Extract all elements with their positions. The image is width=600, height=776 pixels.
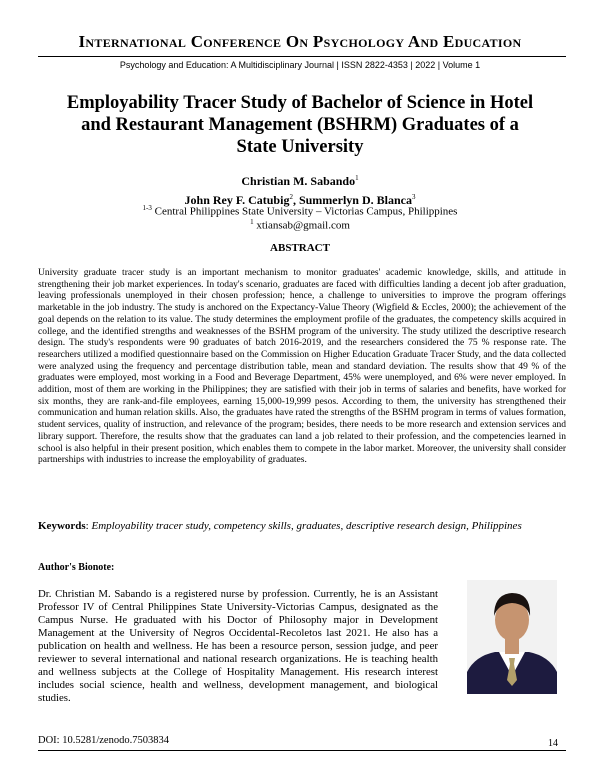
author-sup: 1 <box>355 174 359 182</box>
keywords-text: Employability tracer study, competency skills, graduates, descriptive research design, Philippines <box>91 520 522 532</box>
email-sup: 1 <box>250 218 254 226</box>
affiliation-sup: 1-3 <box>142 204 152 212</box>
keywords-label: Keywords <box>38 520 86 532</box>
affiliation-text: Central Philippines State University – Victorias Campus, Philippines <box>154 205 458 218</box>
author-name: Summerlyn D. Blanca <box>298 193 412 207</box>
conference-title: International Conference On Psychology And Education <box>78 32 522 51</box>
journal-info: Psychology and Education: A Multidisciplinary Journal | ISSN 2822-4353 | 2022 | Volume 1 <box>119 60 481 70</box>
author-name: Christian M. Sabando <box>241 174 356 188</box>
header-divider <box>38 56 566 57</box>
keywords: Keywords: Employability tracer study, competency skills, graduates, descriptive research design, Philippines <box>38 520 522 532</box>
abstract-heading: ABSTRACT <box>270 242 330 254</box>
email-address[interactable]: xtiansab@gmail.com <box>256 219 350 232</box>
author-email <box>0 215 600 233</box>
author-line-2: John Rey F. Catubig$^2$, Summerlyn D. Blanca$^3$ <box>184 193 416 207</box>
page-number: 14 <box>548 738 558 749</box>
doi[interactable]: DOI: 10.5281/zenodo.7503834 <box>38 735 169 746</box>
abstract-body: University graduate tracer study is an important mechanism to monitor graduates' academic knowledge, skills, and attitude in strengthening their job market experiences. In today's scenario, graduates are faced with difficulties landing a decent job after graduation, leaving professionals unemployed in their chosen profession; hence, a challenge to universities to improve the program offerings marketable in the job industry. The study is anchored on the Expectancy-Value Theory (Wigfield & Eccles, 2000); the achievement of the goal depends on the relation to its value. The study determines the employment profile of the graduates, the competency skills acquired in college, and the identified strengths and weaknesses of the BSHM program of the university. The study utilized the descriptive research design. The study's respondents were 90 graduates of batch 2016-2019, and the researchers considered the 75 % response rate. The researchers utilized a modified questionnaire based on the Commission on Higher Education Graduate Tracer Study, and the data collected were analyzed using the frequency and percentage distribution table, mean and standard deviation. The results show that 49 % of the graduates were employed, most working in a Food and Beverage Department, 45% were unemployed, and 6% were never employed. In addition, most of them are working in the Philippines; they are satisfied with their job in terms of salaries and benefits, have worked for six months, they are rank-and-file employees, earning 15,000-19,999 pesos. According to them, the university has strengthened their communication and human relation skills. Also, the graduates have rated the strengths of the BSHM program in terms of values formation, student services, quality of instruction, and relevance of the program; besides, there needs to be more research and extension services and library support. Therefore, the results show that the graduates can land a job related to their profession, and the competencies learned in school is also helpful in their present position, which enables them to compete in the labor market. Moreover, the university shall consider partnerships with industries to increase the employability of graduates. <box>38 268 566 466</box>
bionote-text: Dr. Christian M. Sabando is a registered nurse by profession. Currently, he is an Assistant Professor IV of Central Philippines State University-Victorias Campus, designated as the Campus Nurse. He graduated with his Doctor of Philosophy major in Development Management at the University of Negros Occidental-Recoletos last 2021. He also has a publication on health and wellness. He has been a resource person, session judge, and peer reviewer to several international and national research organizations. He is teaching health and wellness subjects at the College of Hospitality Management. His research interest includes social science, health and wellness, development management, and biological studies. <box>38 588 438 704</box>
author-sup: 2 <box>289 193 293 201</box>
footer-divider <box>38 750 566 751</box>
author-sup: 3 <box>411 193 416 201</box>
author-line-1 <box>0 170 600 189</box>
paper-title: Employability Tracer Study of Bachelor of Science in Hotel and Restaurant Management (BSHRM) Graduates of a State University <box>66 93 534 157</box>
author-name: John Rey F. Catubig <box>184 193 290 207</box>
bionote-heading: Author's Bionote: <box>38 562 115 573</box>
author-photo <box>467 580 557 694</box>
author-portrait <box>467 580 557 694</box>
